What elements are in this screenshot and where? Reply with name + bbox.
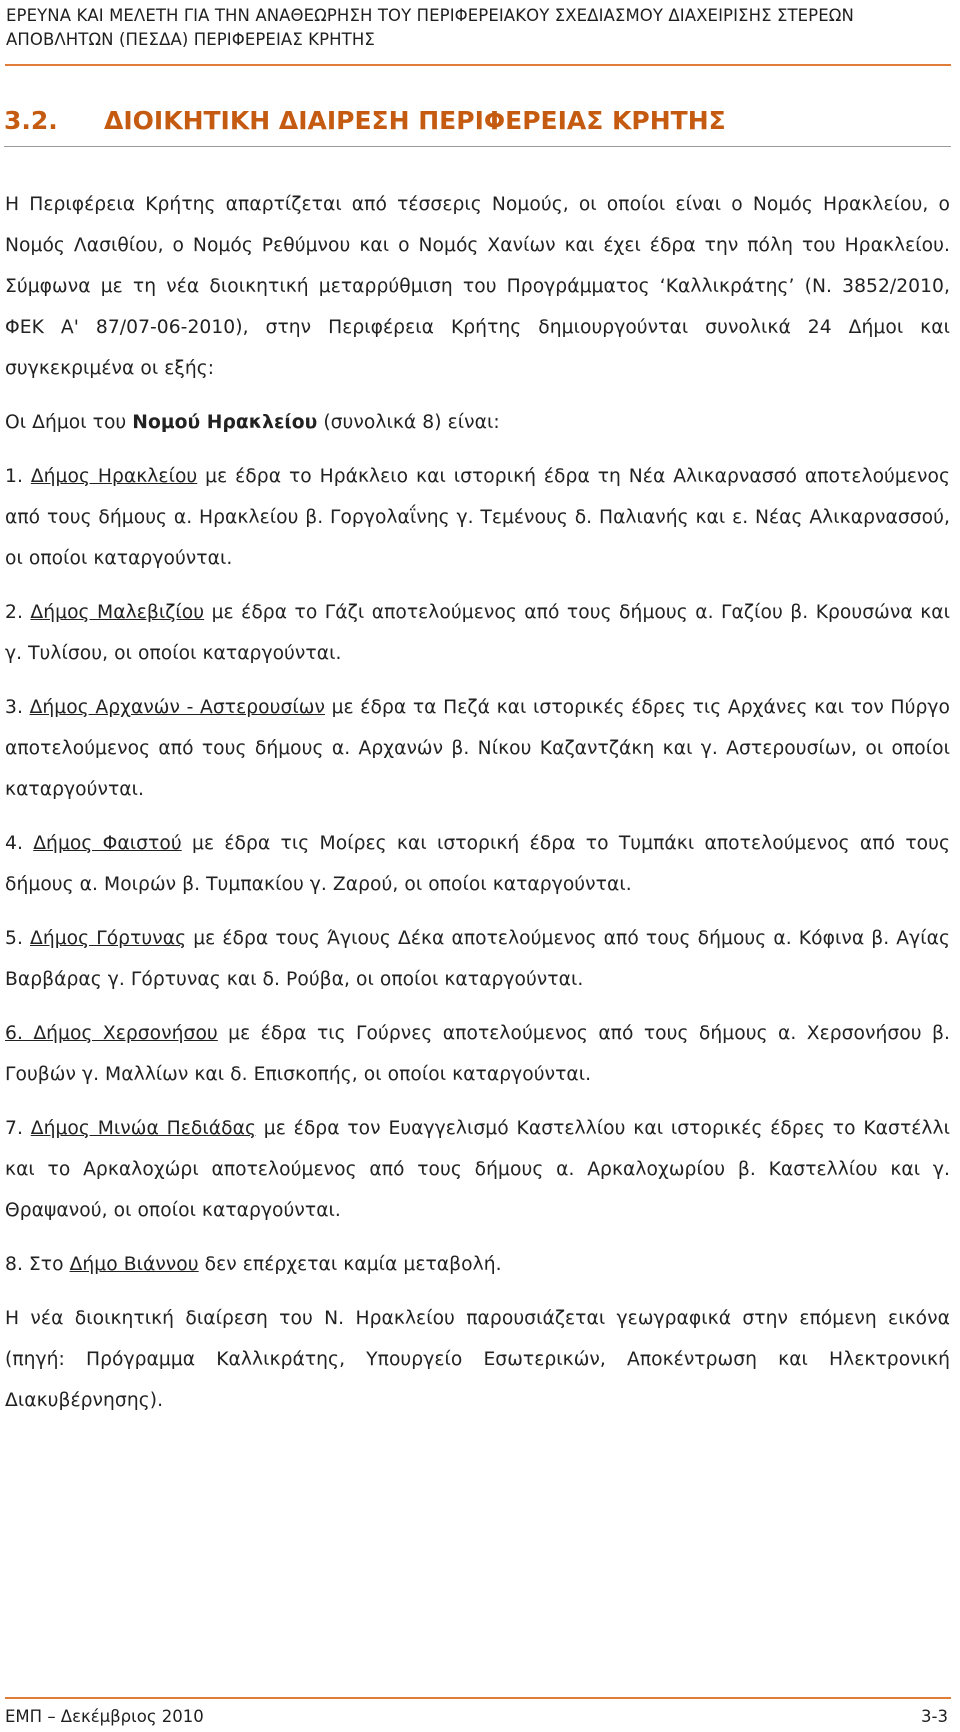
municipality-number: 1. xyxy=(5,466,31,487)
heading-divider xyxy=(4,146,951,147)
header-divider xyxy=(5,64,951,66)
municipality-item xyxy=(5,456,950,579)
municipality-item xyxy=(5,918,950,1000)
municipality-item xyxy=(5,592,950,674)
municipality-description: με έδρα τον Ευαγγελισμό Καστελλίου και ιστορικές έδρες το Καστέλλι και το Αρκαλοχώρι αποτελούμενος από τους δήμους α. Αρκαλοχωρίου β. Καστελλίου και γ. Θραψανού, οι οποίοι καταργούνται. xyxy=(5,1118,950,1221)
municipality-item xyxy=(5,823,950,905)
municipality-name: Δήμος Γόρτυνας xyxy=(30,928,187,949)
section-title: ΔΙΟΙΚΗΤΙΚΗ ΔΙΑΙΡΕΣΗ ΠΕΡΙΦΕΡΕΙΑΣ ΚΡΗΤΗΣ xyxy=(104,106,726,135)
municipality-name: Δήμος Χερσονήσου xyxy=(22,1023,218,1044)
municipality-number: 6. xyxy=(5,1023,23,1044)
municipality-name: Δήμο Βιάννου xyxy=(69,1254,199,1275)
municipality-item xyxy=(5,687,950,810)
page-number: 3-3 xyxy=(921,1707,948,1726)
running-header-title: ΕΡΕΥΝΑ ΚΑΙ ΜΕΛΕΤΗ ΓΙΑ ΤΗΝ ΑΝΑΘΕΩΡΗΣΗ ΤΟΥ ΠΕΡΙΦΕΡΕΙΑΚΟΥ ΣΧΕΔΙΑΣΜΟΥ ΔΙΑΧΕΙΡΙΣΗΣ ΣΤΕΡΕΩΝ ΑΠΟΒΛΗΤΩΝ (ΠΕΣΔΑ) ΠΕΡΙΦΕΡΕΙΑΣ ΚΡΗΤΗΣ xyxy=(6,6,854,49)
closing-paragraph: Η νέα διοικητική διαίρεση του Ν. Ηρακλείου παρουσιάζεται γεωγραφικά στην επόμενη εικόνα (πηγή: Πρόγραμμα Καλλικράτης, Υπουργείο Εσωτερικών, Αποκέντρωση και Ηλεκτρονική Διακυβέρνησης). xyxy=(5,1308,950,1411)
municipality-name: Δήμος Φαιστού xyxy=(33,833,182,854)
municipality-number: 2. xyxy=(5,602,31,623)
municipality-number: 4. xyxy=(5,833,34,854)
municipality-number: 5. xyxy=(5,928,30,949)
municipality-number: 7. xyxy=(5,1118,31,1139)
municipality-name: Δήμος Αρχανών - Αστερουσίων xyxy=(29,697,325,718)
municipality-name: Δήμος Ηρακλείου xyxy=(30,466,198,487)
footer-left: ΕΜΠ – Δεκέμβριος 2010 xyxy=(5,1707,204,1726)
section-heading xyxy=(4,106,950,136)
municipality-description: δεν επέρχεται καμία μεταβολή. xyxy=(198,1254,502,1275)
section-number: 3.2. xyxy=(4,106,58,135)
municipality-item xyxy=(5,1244,950,1285)
municipality-description: με έδρα τις Μοίρες και ιστορική έδρα το Τυμπάκι αποτελούμενος από τους δήμους α. Μοιρών β. Τυμπακίου γ. Ζαρού, οι οποίοι καταργούνται. xyxy=(5,833,951,895)
body-text xyxy=(5,184,950,1421)
municipality-description: με έδρα το Ηράκλειο και ιστορική έδρα τη Νέα Αλικαρνασσό αποτελούμενος από τους δήμους α. Ηρακλείου β. Γοργολαΐνης γ. Τεμένους δ. Παλιανής και ε. Νέας Αλικαρνασσού, οι οποίοι καταργούνται. xyxy=(5,466,951,569)
municipality-name: Δήμος Μαλεβιζίου xyxy=(30,602,205,623)
running-header xyxy=(6,4,950,52)
municipality-description: με έδρα το Γάζι αποτελούμενος από τους δήμους α. Γαζίου β. Κρουσώνα και γ. Τυλίσου, οι οποίοι καταργούνται. xyxy=(5,602,950,664)
municipality-description: με έδρα τους Άγιους Δέκα αποτελούμενος από τους δήμους α. Κόφινα β. Αγίας Βαρβάρας γ. Γόρτυνας και δ. Ρούβα, οι οποίοι καταργούνται. xyxy=(5,928,951,990)
municipality-name: Δήμος Μινώα Πεδιάδας xyxy=(30,1118,256,1139)
prefecture-paragraph xyxy=(5,402,950,443)
prefecture-name: Νομού Ηρακλείου xyxy=(132,412,318,433)
footer-divider xyxy=(5,1697,951,1699)
municipality-description: με έδρα τις Γούρνες αποτελούμενος από τους δήμους α. Χερσονήσου β. Γουβών γ. Μαλλίων και δ. Επισκοπής, οι οποίοι καταργούνται. xyxy=(5,1023,950,1085)
municipality-item xyxy=(5,1108,950,1231)
prefecture-after: (συνολικά 8) είναι: xyxy=(317,412,500,433)
intro-paragraph: Η Περιφέρεια Κρήτης απαρτίζεται από τέσσερις Νομούς, οι οποίοι είναι ο Νομός Ηρακλείου, ο Νομός Λασιθίου, ο Νομός Ρεθύμνου και ο Νομός Χανίων και έχει έδρα την πόλη του Ηρακλείου. Σύμφωνα με τη νέα διοικητική μεταρρύθμιση του Προγράμματος ‘Καλλικράτης’ (Ν. 3852/2010, ΦΕΚ Α' 87/07-06-2010), στην Περιφέρεια Κρήτης δημιουργούνται συνολικά 24 Δήμοι και συγκεκριμένα οι εξής: xyxy=(5,194,950,379)
municipality-description: με έδρα τα Πεζά και ιστορικές έδρες τις Αρχάνες και τον Πύργο αποτελούμενος από τους δήμους α. Αρχανών β. Νίκου Καζαντζάκη και γ. Αστερουσίων, οι οποίοι καταργούνται. xyxy=(5,697,950,800)
municipality-item xyxy=(5,1013,950,1095)
prefecture-before: Οι Δήμοι του xyxy=(5,412,133,433)
municipality-number: 3. xyxy=(5,697,30,718)
municipality-number: 8. Στο xyxy=(5,1254,70,1275)
